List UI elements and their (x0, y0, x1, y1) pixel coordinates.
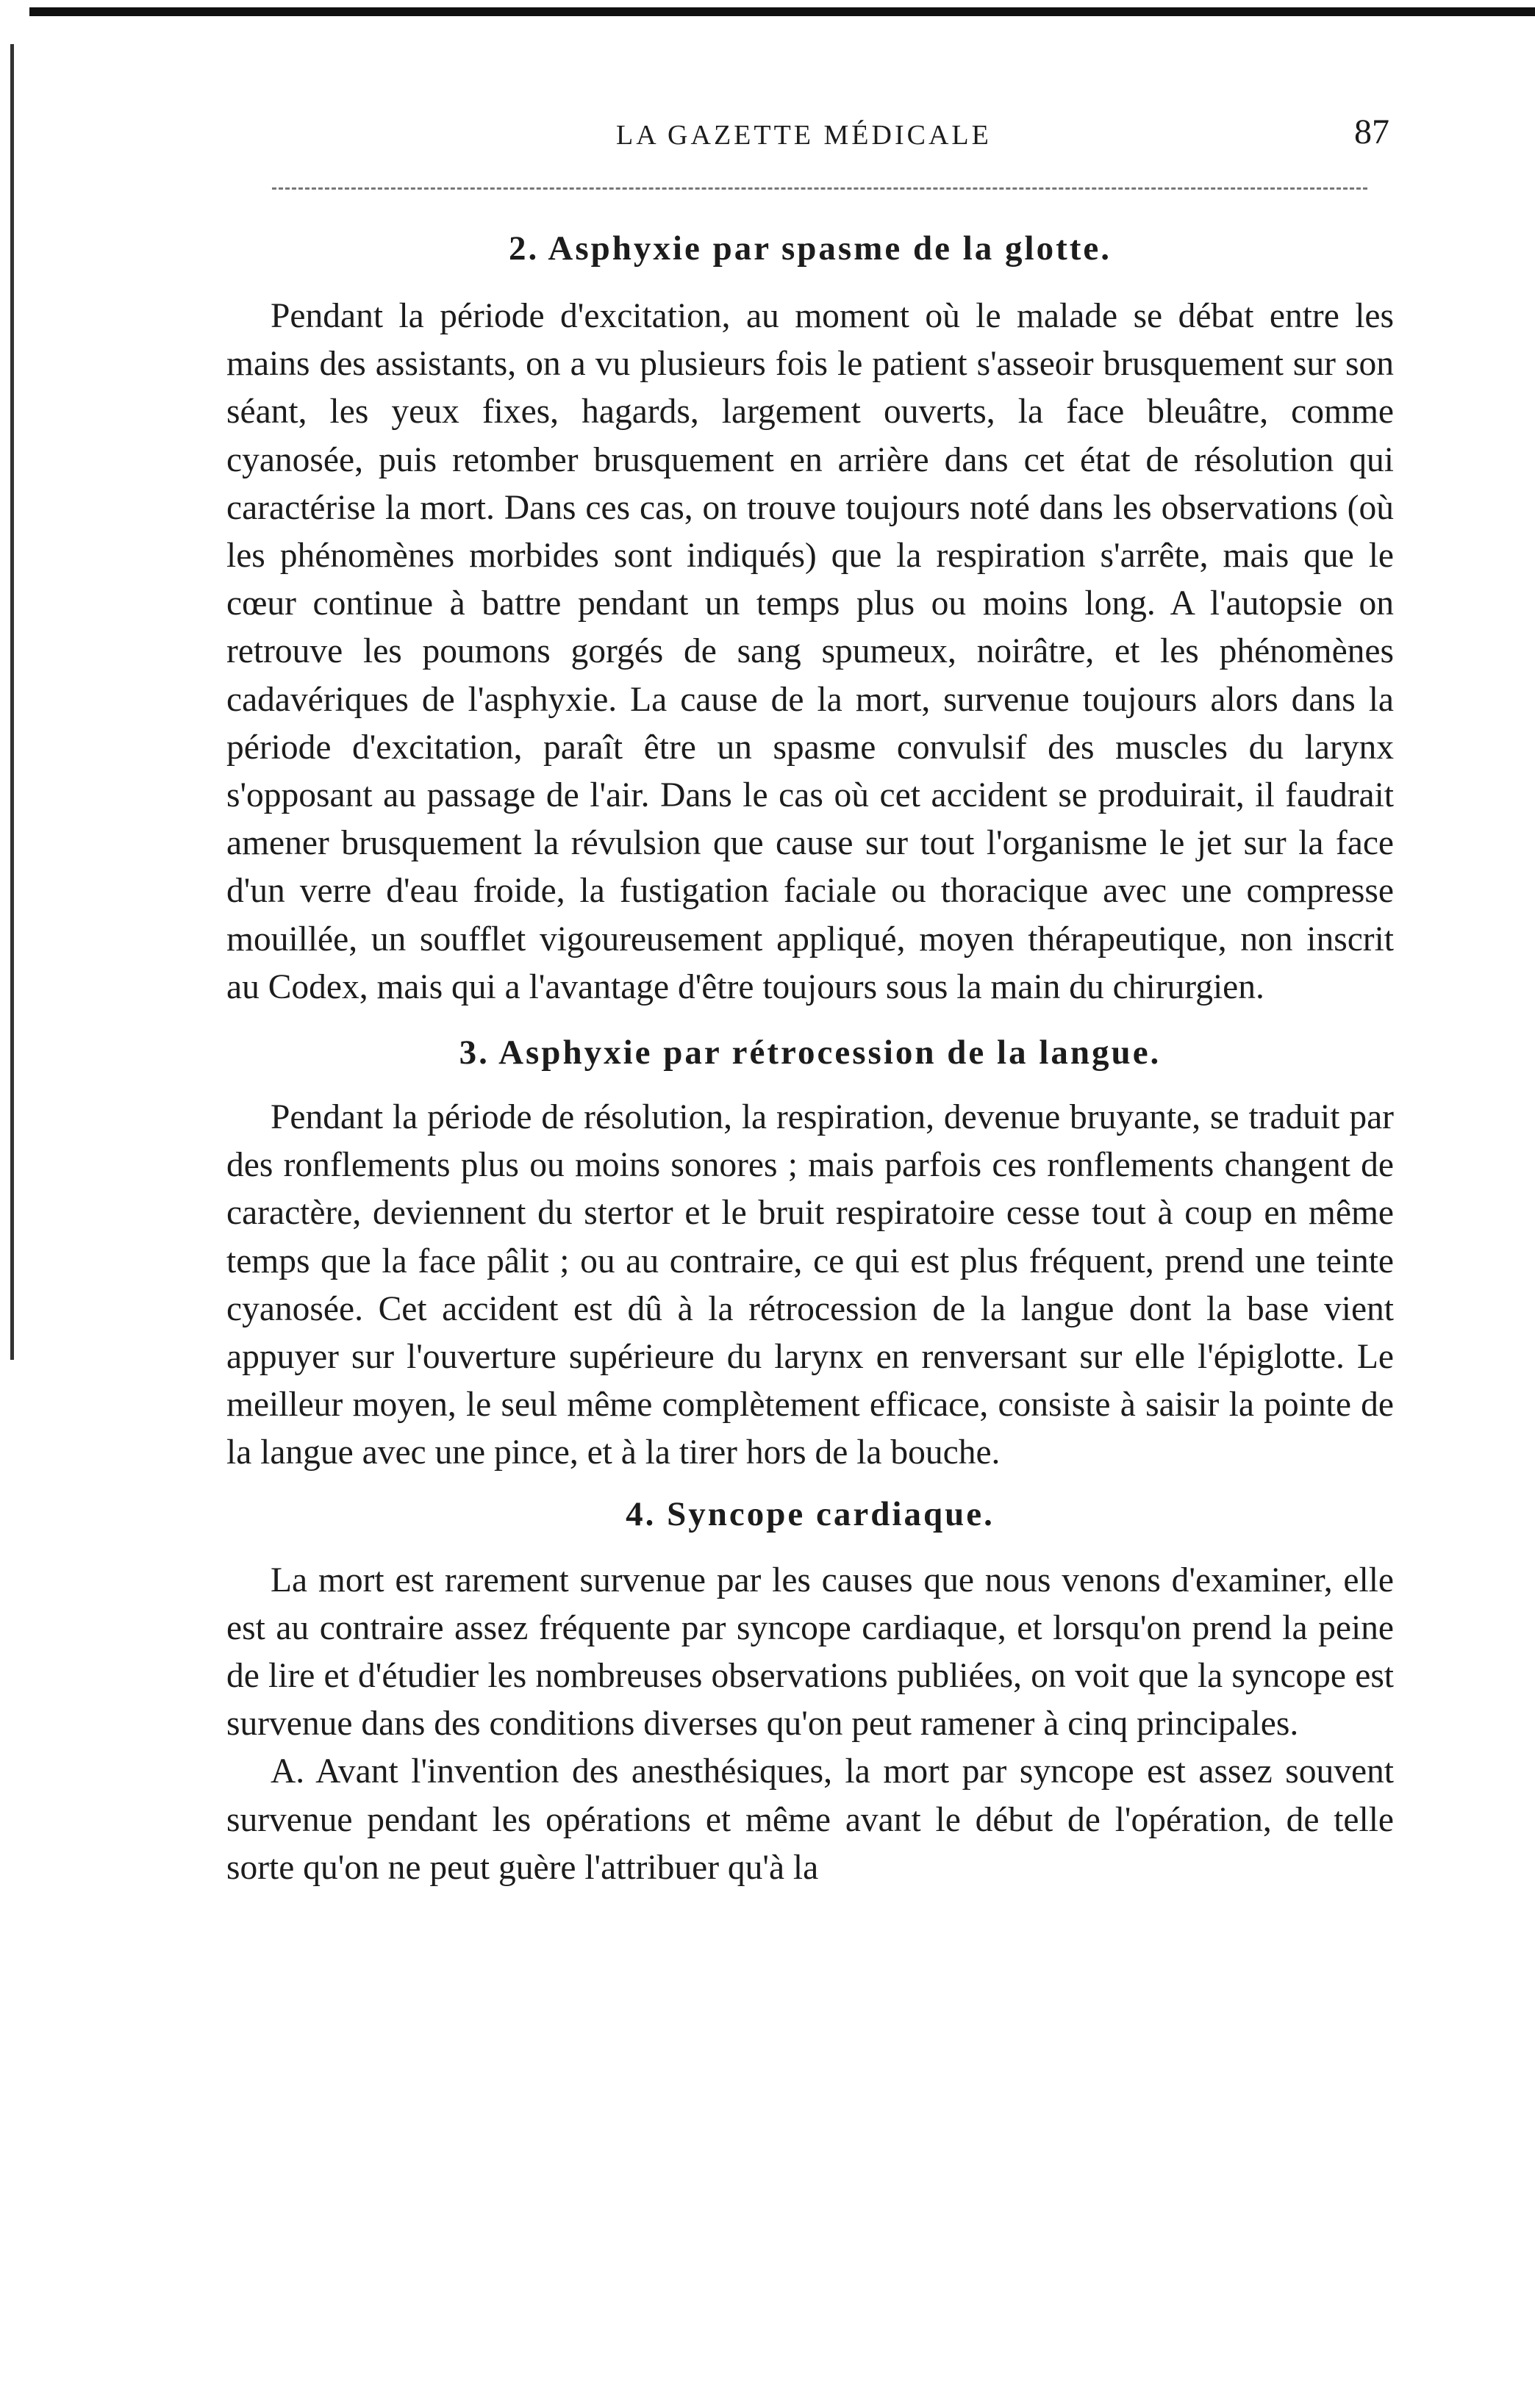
paragraph-retrocession: Pendant la période de résolution, la respiration, devenue bruyante, se traduit par des ronflements plus ou moins sonores ; mais parfois ces ronflements changent de caractère, deviennent du stertor et le bruit respiratoire cesse tout à coup en même temps que la face pâlit ; ou au contraire, ce qui est plus fréquent, prend une teinte cyanosée. Cet accident est dû à la rétrocession de la langue dont la base vient appuyer sur l'ouverture supérieure du larynx en renversant sur elle l'épiglotte. Le meilleur moyen, le seul même complètement efficace, consiste à saisir la pointe de la langue avec une pince, et à la tirer hors de la bouche. (226, 1098, 1394, 1472)
section-heading-retrocession: 3. Asphyxie par rétrocession de la langue. (459, 1033, 1162, 1072)
section-heading-spasme: 2. Asphyxie par spasme de la glotte. (509, 229, 1112, 268)
top-border-rule (29, 7, 1535, 16)
paragraph-syncope-a: A. Avant l'invention des anesthésiques, la mort par syncope est assez souvent survenue pendant les opérations et même avant le début de l'opération, de telle sorte qu'on ne peut guère l'attribuer qu'à la (226, 1752, 1394, 1887)
left-border-rule (10, 44, 14, 1360)
section-heading-syncope: 4. Syncope cardiaque. (626, 1494, 995, 1533)
running-title: LA GAZETTE MÉDICALE (616, 120, 992, 151)
page-number: 87 (1354, 112, 1389, 151)
page-header (228, 110, 1389, 169)
body-text (226, 221, 1394, 1892)
paragraph-spasme: Pendant la période d'excitation, au moment où le malade se débat entre les mains des assistants, on a vu plusieurs fois le patient s'asseoir brusquement sur son séant, les yeux fixes, hagards, largement ouverts, la face bleuâtre, comme cyanosée, puis retomber brusquement en arrière dans cet état de résolution qui caractérise la mort. Dans ces cas, on trouve toujours noté dans les observations (où les phénomènes morbides sont indiqués) que la respiration s'arrête, mais que le cœur continue à battre pendant un temps plus ou moins long. A l'autopsie on retrouve les poumons gorgés de sang spumeux, noirâtre, et les phénomènes cadavériques de l'asphyxie. La cause de la mort, survenue toujours alors dans la période d'excitation, paraît être un spasme convulsif des muscles du larynx s'opposant au passage de l'air. Dans le cas où cet accident se produirait, il faudrait amener brusquement la révulsion que cause sur tout l'organisme le jet sur la face d'un verre d'eau froide, la fustigation faciale ou thoracique avec une compresse mouillée, un soufflet vigoureusement appliqué, moyen thérapeutique, non inscrit au Codex, mais qui a l'avantage d'être toujours sous la main du chirurgien. (226, 297, 1394, 1006)
header-rule (272, 187, 1367, 190)
paragraph-syncope-intro: La mort est rarement survenue par les causes que nous venons d'examiner, elle est au contraire assez fréquente par syncope cardiaque, et lorsqu'on prend la peine de lire et d'étudier les nombreuses observations publiées, on voit que la syncope est survenue dans des conditions diverses qu'on peut ramener à cinq principales. (226, 1560, 1394, 1744)
